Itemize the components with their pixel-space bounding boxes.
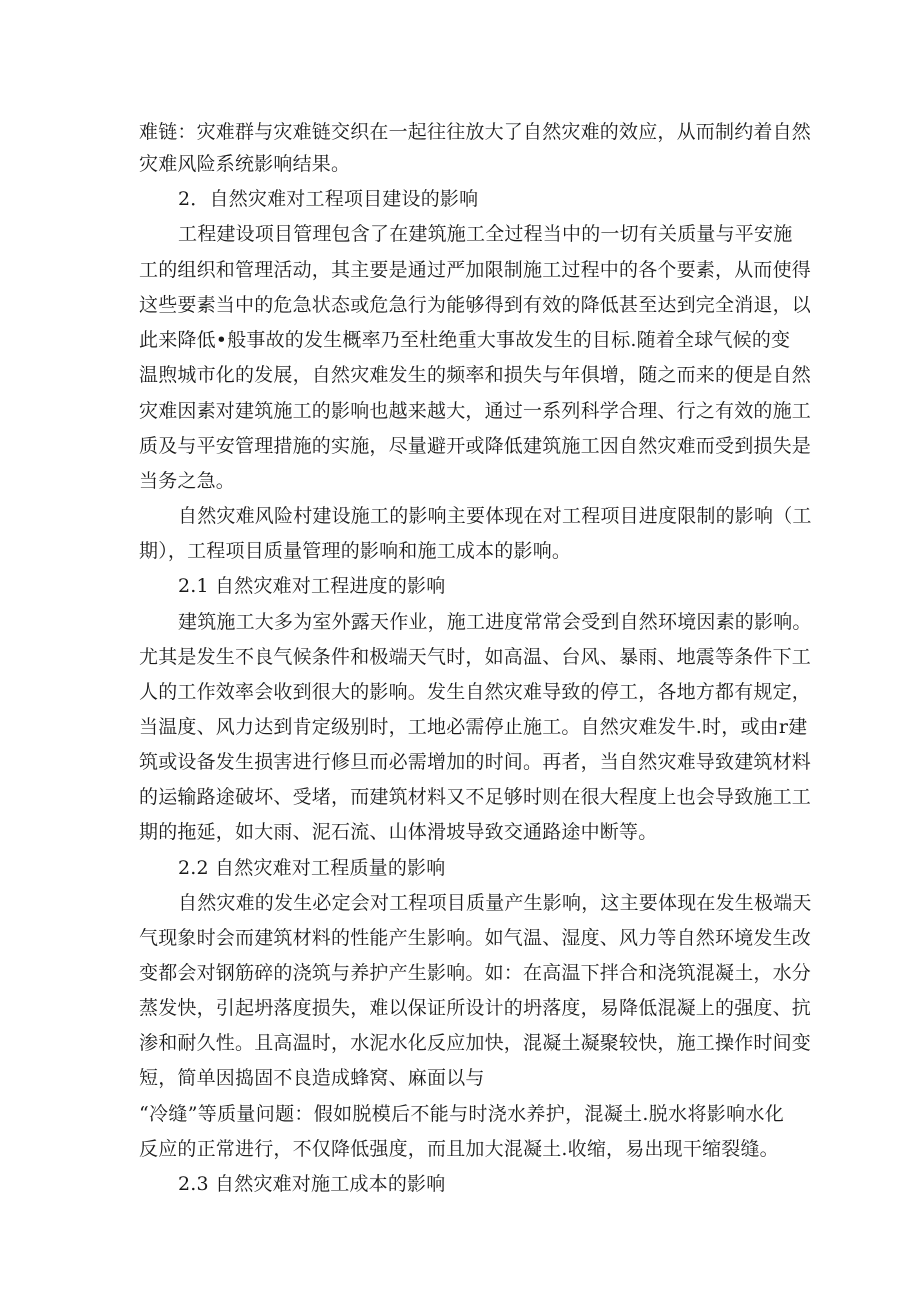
text-line: 此来降低•般事故的发生概率乃至杜绝重大事故发生的目标.随着全球气候的变 [139, 329, 791, 351]
text-line: 当温度、风力达到肯定级别时，工地必需停止施工。自然灾难发牛.时，或由r建 [139, 716, 808, 738]
text-line: 尤其是发生不良气候条件和极端天气时，如高温、台风、暴雨、地震等条件下工 [139, 646, 812, 668]
text-line: 人的工作效率会收到很大的影响。发生自然灾难导致的停工，各地方都有规定， [139, 681, 812, 703]
text-line: 蒸发快，引起坍落度损失，难以保证所设计的坍落度，易降低混凝上的强度、抗 [139, 997, 812, 1019]
text-line: 短，简单因捣固不良造成蜂窝、麻面以与 [139, 1067, 485, 1089]
text-line: 当务之急。 [139, 470, 236, 492]
section-heading: 2.1 自然灾难对工程进度的影响 [178, 575, 446, 597]
text-line: 灾难因素对建筑施工的影响也越来越大，通过一系列科学合理、行之有效的施工 [139, 400, 812, 422]
text-line: 自然灾难风险村建设施工的影响主要体现在对工程项目进度限制的影响（工 [178, 505, 812, 527]
text-line: 工的组织和管理活动，其主要是通过严加限制施工过程中的各个要素，从而使得 [139, 259, 812, 281]
text-line: 期的拖延，如大雨、泥石流、山体滑坡导致交通路途中断等。 [139, 821, 658, 843]
section-heading: 2.2 自然灾难对工程质量的影响 [178, 857, 446, 879]
text-line: 反应的正常进行，不仅降低强度，而且加大混凝土.收缩，易出现干缩裂缝。 [139, 1138, 779, 1160]
text-line: 期），工程项目质量管理的影响和施工成本的影响。 [139, 540, 572, 562]
section-heading: 2.3 自然灾难对施工成本的影响 [178, 1173, 446, 1195]
text-line: 灾难风险系统影响结果。 [139, 153, 351, 175]
text-line: 气现象时会而建筑材料的性能产生影响。如气温、湿度、风力等自然环境发生改 [139, 927, 812, 949]
section-heading: 2．自然灾难对工程项目建设的影响 [178, 188, 479, 210]
text-line: 筑或设备发生损害进行修旦而必需增加的时间。再者，当自然灾难导致建筑材料 [139, 751, 812, 773]
text-line: “冷缝”等质量问题：假如脱模后不能与时浇水养护，混凝土.脱水将影响水化 [139, 1103, 784, 1125]
text-line: 自然灾难的发生必定会对工程项目质量产生影响，这主要体现在发生极端天 [178, 892, 812, 914]
text-line: 渗和耐久性。且高温时，水泥水化反应加快，混凝土凝聚较快，施工操作时间变 [139, 1032, 812, 1054]
text-line: 质及与平安管理措施的实施，尽量避开或降低建筑施工因自然灾难而受到损失是 [139, 435, 812, 457]
text-line: 变都会对钢筋碎的浇筑与养护产生影响。如：在高温下拌合和浇筑混凝土，水分 [139, 962, 812, 984]
text-line: 建筑施工大多为室外露天作业，施工进度常常会受到自然环境因素的影响。 [178, 611, 812, 633]
text-line: 工程建设项目管理包含了在建筑施工全过程当中的一切有关质量与平安施 [178, 223, 793, 245]
text-line: 这些要素当中的危急状态或危急行为能够得到有效的降低甚至达到完全消退，以 [139, 294, 812, 316]
text-line: 的运输路途破坏、受堵，而建筑材料又不足够时则在很大程度上也会导致施工工 [139, 786, 812, 808]
text-line: 难链：灾难群与灾难链交织在一起往往放大了自然灾难的效应，从而制约着自然 [139, 121, 812, 143]
text-line: 温煦城市化的发展，自然灾难发生的频率和损失与年俱增，随之而来的便是自然 [139, 364, 812, 386]
